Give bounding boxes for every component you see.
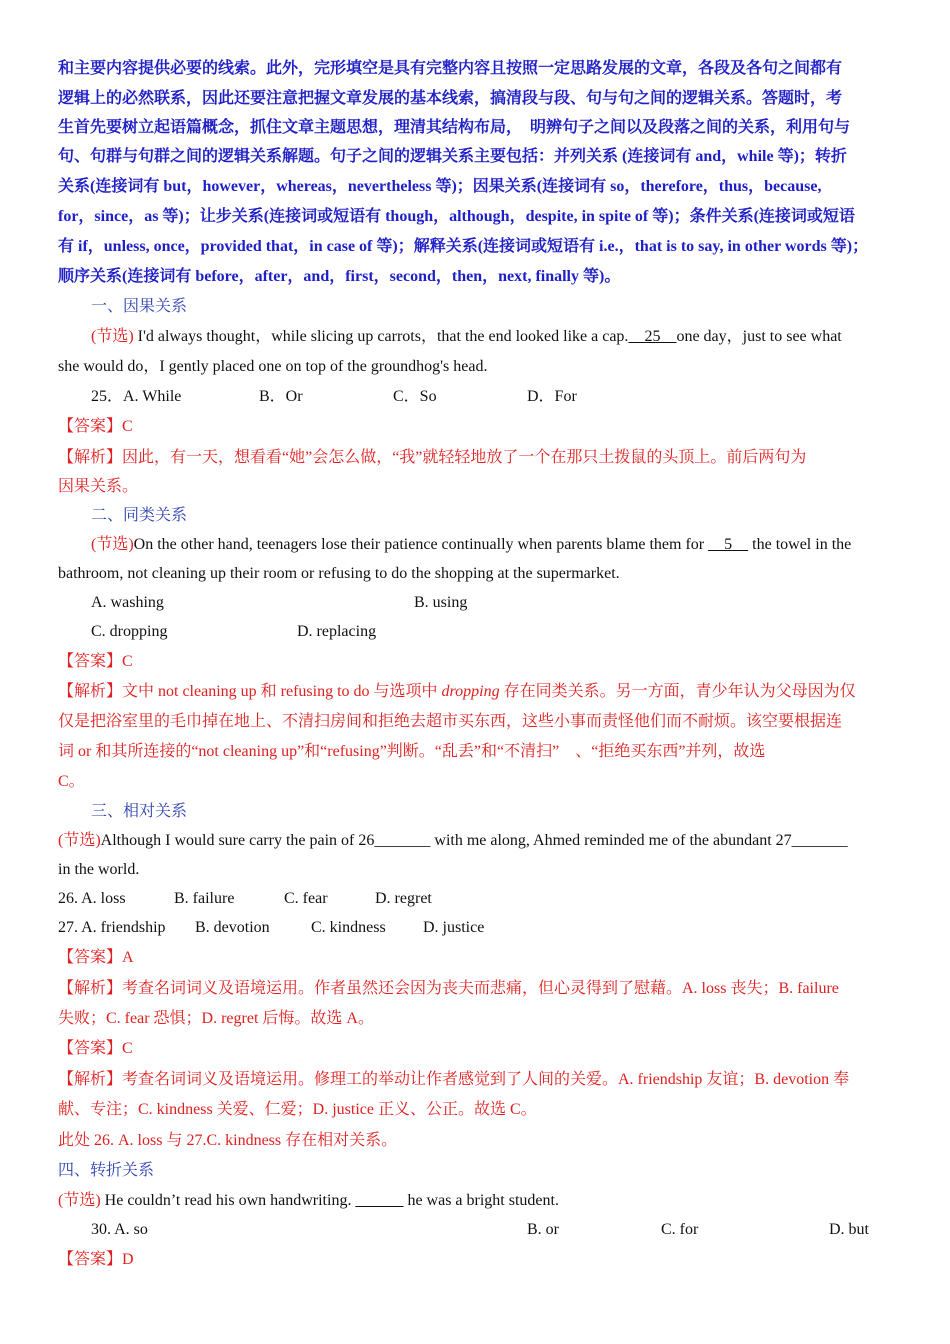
question-25 [91, 327, 842, 347]
option-30-b: B. or [527, 1221, 559, 1238]
question-26-27 [58, 831, 848, 851]
option-30-a: 30. A. so [91, 1221, 148, 1238]
section-heading-contrast: 三、相对关系 [91, 803, 188, 820]
intro-line-5: 关系(连接词有 but，however，whereas，nevertheless 等)；因果关系(连接词有 so，therefore，thus，because, [58, 178, 822, 195]
option-25-c: C．So [393, 388, 437, 405]
option-26-b: B. failure [174, 890, 235, 907]
option-26-d: D. regret [375, 890, 432, 907]
intro-line-6: for，since，as 等)；让步关系(连接词或短语有 though，although，despite, in spite of 等)；条件关系(连接词或短语 [58, 208, 855, 225]
option-25-a: 25．A. While [91, 388, 182, 405]
option-26-c: C. fear [284, 890, 328, 907]
explanation-5-line3: 词 or 和其所连接的“not cleaning up”和“refusing”判断。“乱丢”和“不清扫” 、“拒绝买东西”并列，故选 [58, 743, 766, 760]
intro-line-7: 有 if，unless, once，provided that，in case of 等)；解释关系(连接词或短语有 i.e.，that is to say, in other words 等)； [58, 238, 869, 255]
intro-line-1: 和主要内容提供必要的线索。此外，完形填空是具有完整内容且按照一定思路发展的文章，各段及各句之间都有 [58, 60, 843, 77]
question-30 [58, 1191, 559, 1211]
question-text: He couldn’t read his own handwriting. [100, 1192, 356, 1209]
explanation-italic: dropping [441, 683, 500, 700]
question-5-line2: bathroom, not cleaning up their room or refusing to do the shopping at the supermarket. [58, 565, 620, 582]
question-text: On the other hand, teenagers lose their patience continually when parents blame them for [133, 536, 709, 553]
blank-5: 5 [708, 536, 749, 553]
answer-26: 【答案】A [58, 949, 134, 966]
explanation-5-line1 [58, 682, 856, 702]
question-text-tail: he was a bright student. [403, 1192, 559, 1209]
option-30-c: C. for [661, 1221, 699, 1238]
option-25-b: B．Or [259, 388, 303, 405]
question-text: I'd always thought，while slicing up carrots，that the end looked like a cap. [133, 328, 629, 345]
option-27-d: D. justice [423, 919, 485, 936]
question-26-27-line2: in the world. [58, 861, 140, 878]
answer-5: 【答案】C [58, 653, 133, 670]
explanation-25-line1: 【解析】因此，有一天，想看看“她”会怎么做，“我”就轻轻地放了一个在那只土拨鼠的头顶上。前后两句为 [58, 449, 807, 466]
question-5 [91, 535, 851, 555]
explanation-27-line2: 献、专注；C. kindness 关爱、仁爱；D. justice 正义、公正。故选 C。 [58, 1101, 537, 1118]
contrast-note: 此处 26. A. loss 与 27.C. kindness 存在相对关系。 [58, 1132, 398, 1149]
explanation-26-line1: 【解析】考查名词词义及语境运用。作者虽然还会因为丧夫而悲痛，但心灵得到了慰藉。A. loss 丧失；B. failure [58, 980, 839, 997]
answer-25: 【答案】C [58, 418, 133, 435]
explanation-25-line2: 因果关系。 [58, 478, 139, 495]
question-text-tail: the towel in the [748, 536, 852, 553]
option-5-a: A. washing [91, 594, 164, 611]
excerpt-tag: (节选) [58, 832, 101, 849]
option-30-d: D. but [829, 1221, 869, 1238]
intro-line-3: 生首先要树立起语篇概念，抓住文章主题思想，理清其结构布局， 明辨句子之间以及段落之间的关系，利用句与 [58, 119, 851, 136]
section-heading-causal: 一、因果关系 [91, 298, 188, 315]
option-5-b: B. using [414, 594, 468, 611]
option-5-c: C. dropping [91, 623, 168, 640]
answer-27: 【答案】C [58, 1040, 133, 1057]
excerpt-tag: (节选) [91, 536, 134, 553]
answer-30: 【答案】D [58, 1251, 134, 1268]
option-5-d: D. replacing [297, 623, 377, 640]
blank-25: 25 [628, 328, 677, 345]
question-25-line2: she would do，I gently placed one on top of the groundhog's head. [58, 358, 488, 375]
question-text-tail: one day，just to see what [676, 328, 842, 345]
explanation-5-line4: C。 [58, 773, 85, 790]
explanation-26-line2: 失败；C. fear 恐惧；D. regret 后悔。故选 A。 [58, 1010, 374, 1027]
blank-30: ______ [355, 1192, 404, 1209]
option-27-a: 27. A. friendship [58, 919, 166, 936]
option-25-d: D．For [527, 388, 577, 405]
section-heading-adversative: 四、转折关系 [58, 1162, 155, 1179]
explanation-text: 【解析】文中 not cleaning up 和 refusing to do 与选项中 [58, 683, 442, 700]
intro-line-4: 句、句群与句群之间的逻辑关系解题。句子之间的逻辑关系主要包括：并列关系 (连接词有 and，while 等)；转折 [58, 148, 847, 165]
option-27-c: C. kindness [311, 919, 386, 936]
option-27-b: B. devotion [195, 919, 270, 936]
question-text: Although I would sure carry the pain of 26_______ with me along, Ahmed reminded me of the abundant 27_______ [100, 832, 848, 849]
excerpt-tag: (节选) [91, 328, 134, 345]
option-26-a: 26. A. loss [58, 890, 126, 907]
intro-line-8: 顺序关系(连接词有 before，after，and，first，second，then，next, finally 等)。 [58, 268, 621, 285]
intro-line-2: 逻辑上的必然联系，因此还要注意把握文章发展的基本线索，搞清段与段、句与句之间的逻辑关系。答题时，考 [58, 90, 843, 107]
explanation-5-line2: 仅是把浴室里的毛巾掉在地上、不清扫房间和拒绝去超市买东西，这些小事而责怪他们而不耐烦。该空要根据连 [58, 713, 843, 730]
excerpt-tag: (节选) [58, 1192, 101, 1209]
explanation-text-tail: 存在同类关系。另一方面，青少年认为父母因为仅 [499, 683, 856, 700]
explanation-27-line1: 【解析】考查名词词义及语境运用。修理工的举动让作者感觉到了人间的关爱。A. friendship 友谊；B. devotion 奉 [58, 1071, 850, 1088]
section-heading-similar: 二、同类关系 [91, 507, 188, 524]
